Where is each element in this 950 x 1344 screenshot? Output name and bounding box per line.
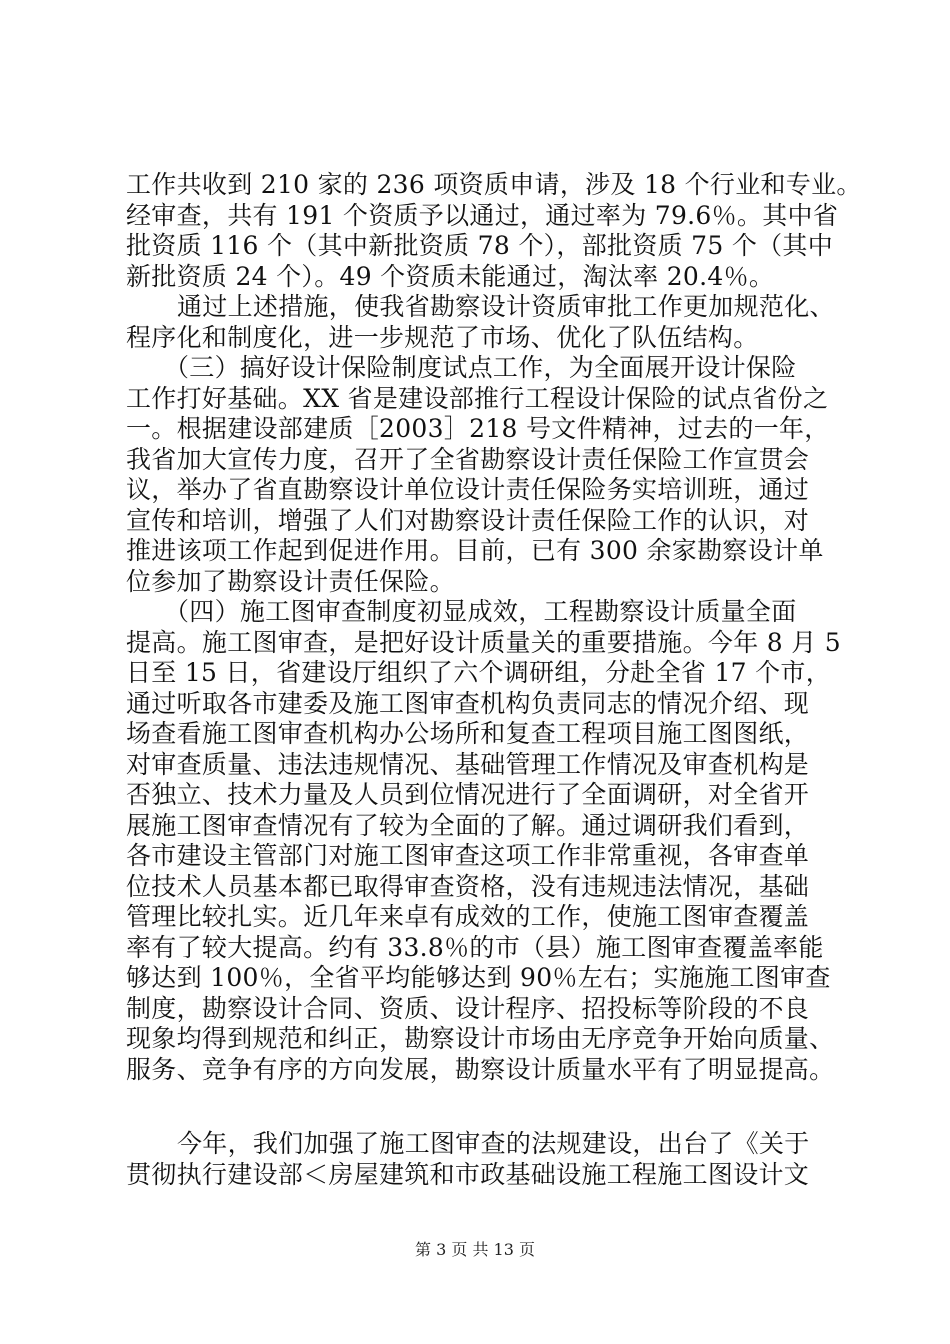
text-line: 场查看施工图审查机构办公场所和复查工程项目施工图图纸， xyxy=(126,719,810,748)
text-line: 新批资质 24 个）。49 个资质未能通过，淘汰率 20.4％。 xyxy=(126,261,775,291)
text-line: 否独立、技术力量及人员到位情况进行了全面调研，对全省开 xyxy=(126,780,810,809)
text-line: 各市建设主管部门对施工图审查这项工作非常重视，各审查单 xyxy=(126,841,810,870)
text-line: 够达到 100％，全省平均能够达到 90％左右；实施施工图审查 xyxy=(126,963,831,992)
text-line: 管理比较扎实。近几年来卓有成效的工作，使施工图审查覆盖 xyxy=(126,902,810,931)
text-line: 贯彻执行建设部＜房屋建筑和市政基础设施工程施工图设计文 xyxy=(126,1159,810,1189)
text-line: 现象均得到规范和纠正，勘察设计市场由无序竞争开始向质量、 xyxy=(126,1024,835,1053)
text-line: 程序化和制度化，进一步规范了市场、优化了队伍结构。 xyxy=(126,322,759,352)
text-line: 率有了较大提高。约有 33.8％的市（县）施工图审查覆盖率能 xyxy=(126,932,824,962)
text-line: 提高。施工图审查，是把好设计质量关的重要措施。今年 8 月 5 xyxy=(126,627,841,657)
text-line: 服务、竞争有序的方向发展，勘察设计质量水平有了明显提高。 xyxy=(126,1054,835,1084)
paragraph-start-line: 今年，我们加强了施工图审查的法规建设，出台了《关于 xyxy=(177,1129,810,1158)
text-line: 经审查，共有 191 个资质予以通过，通过率为 79.6％。其中省 xyxy=(126,200,839,230)
text-line: 议，举办了省直勘察设计单位设计责任保险务实培训班，通过 xyxy=(126,475,810,504)
text-line: 我省加大宣传力度，召开了全省勘察设计责任保险工作宣贯会 xyxy=(126,444,810,474)
text-line: 宣传和培训，增强了人们对勘察设计责任保险工作的认识，对 xyxy=(126,505,810,535)
text-line: 对审查质量、违法违规情况、基础管理工作情况及审查机构是 xyxy=(126,749,810,779)
page-number-footer: 第 3 页 共 13 页 xyxy=(415,1240,535,1259)
text-line: 一。根据建设部建质［2003］218 号文件精神，过去的一年， xyxy=(126,414,830,443)
text-line: 位参加了勘察设计责任保险。 xyxy=(126,566,455,596)
text-line: 批资质 116 个（其中新批资质 78 个），部批资质 75 个（其中 xyxy=(126,231,834,260)
text-line: 推进该项工作起到促进作用。目前，已有 300 余家勘察设计单 xyxy=(126,536,824,565)
text-line: 工作共收到 210 家的 236 项资质申请，涉及 18 个行业和专业。 xyxy=(126,170,862,199)
text-line: 工作打好基础。XX 省是建设部推行工程设计保险的试点省份之 xyxy=(126,383,829,413)
text-line: 日至 15 日，省建设厅组织了六个调研组，分赴全省 17 个市， xyxy=(126,658,832,687)
paragraph-start-line: 通过上述措施，使我省勘察设计资质审批工作更加规范化、 xyxy=(177,292,835,321)
section-heading-line: （三）搞好设计保险制度试点工作，为全面展开设计保险 xyxy=(164,353,797,382)
text-line: 通过听取各市建委及施工图审查机构负责同志的情况介绍、现 xyxy=(126,688,810,718)
section-heading-line: （四）施工图审查制度初显成效，工程勘察设计质量全面 xyxy=(164,597,797,626)
text-line: 制度，勘察设计合同、资质、设计程序、招投标等阶段的不良 xyxy=(126,993,810,1023)
document-body xyxy=(126,170,861,1190)
text-line: 展施工图审查情况有了较为全面的了解。通过调研我们看到， xyxy=(126,810,810,840)
text-line: 位技术人员基本都已取得审查资格，没有违规违法情况，基础 xyxy=(126,871,810,901)
